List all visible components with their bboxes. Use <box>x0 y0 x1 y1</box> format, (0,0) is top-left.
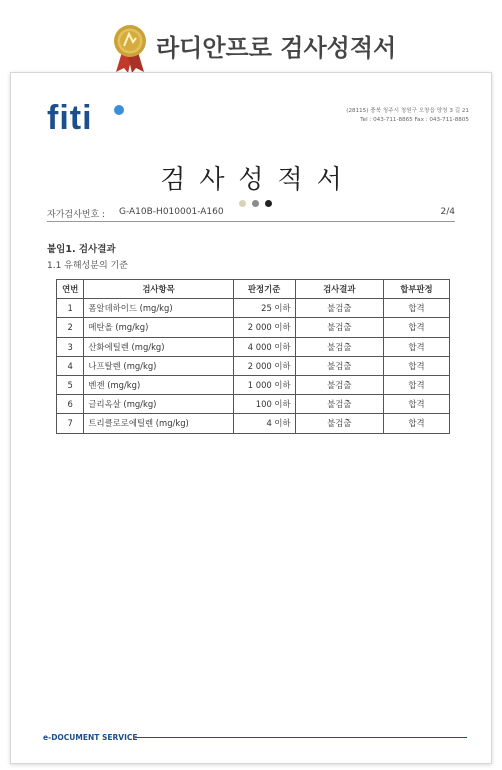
footer-divider <box>135 737 467 738</box>
cell-verdict: 합격 <box>383 395 449 414</box>
cell-no: 2 <box>57 318 84 337</box>
certificate-paper <box>10 72 492 764</box>
cell-criteria: 25 이하 <box>233 299 295 318</box>
cell-item: 트리클로로에틸렌 (mg/kg) <box>84 414 233 433</box>
cell-criteria: 4 이하 <box>233 414 295 433</box>
table-row <box>57 375 450 394</box>
cell-no: 1 <box>57 299 84 318</box>
header-cell-verdict: 합부판정 <box>383 280 449 299</box>
cell-verdict: 합격 <box>383 375 449 394</box>
section-subtitle: 1.1 유해성분의 기준 <box>47 261 128 271</box>
cell-no: 5 <box>57 375 84 394</box>
cell-no: 7 <box>57 414 84 433</box>
table-row <box>57 337 450 356</box>
cell-item: 나프탈렌 (mg/kg) <box>84 356 233 375</box>
results-table <box>56 279 450 434</box>
page-number: 2/4 <box>440 207 455 217</box>
banner <box>0 0 502 72</box>
table-row <box>57 395 450 414</box>
cell-verdict: 합격 <box>383 337 449 356</box>
document-title: 검사성적서 <box>160 165 356 195</box>
cell-result: 불검출 <box>295 299 383 318</box>
cell-criteria: 4 000 이하 <box>233 337 295 356</box>
document-number-label: 자가검사번호 : <box>47 210 106 220</box>
cell-no: 4 <box>57 356 84 375</box>
document-number-row <box>47 207 455 222</box>
header-cell-criteria: 판정기준 <box>233 280 295 299</box>
cell-result: 불검출 <box>295 337 383 356</box>
cell-verdict: 합격 <box>383 299 449 318</box>
dot-icon <box>265 200 272 207</box>
cell-no: 6 <box>57 395 84 414</box>
table-row <box>57 299 450 318</box>
cell-item: 벤젠 (mg/kg) <box>84 375 233 394</box>
table-header-row <box>57 280 450 299</box>
section-title: 붙임1. 검사결과 <box>47 244 116 255</box>
gold-medal-icon <box>112 24 148 74</box>
cell-verdict: 합격 <box>383 318 449 337</box>
contact-line: Tel : 043-711-8865 Fax : 043-711-8805 <box>360 117 469 123</box>
dot-icon <box>252 200 259 207</box>
table-row <box>57 414 450 433</box>
cell-result: 불검출 <box>295 356 383 375</box>
header-cell-no: 연번 <box>57 280 84 299</box>
table-row <box>57 356 450 375</box>
svg-text:fiti: fiti <box>47 99 93 137</box>
cell-criteria: 1 000 이하 <box>233 375 295 394</box>
cell-item: 글리옥살 (mg/kg) <box>84 395 233 414</box>
document-number-value: G-A10B-H010001-A160 <box>119 207 224 217</box>
footer-brand: e-DOCUMENT SERVICE <box>43 733 138 742</box>
cell-result: 불검출 <box>295 414 383 433</box>
banner-title: 라디안프로 검사성적서 <box>156 34 397 62</box>
cell-criteria: 100 이하 <box>233 395 295 414</box>
cell-result: 불검출 <box>295 375 383 394</box>
cell-verdict: 합격 <box>383 414 449 433</box>
dot-icon <box>239 200 246 207</box>
cell-verdict: 합격 <box>383 356 449 375</box>
cell-item: 산화에틸렌 (mg/kg) <box>84 337 233 356</box>
cell-result: 불검출 <box>295 318 383 337</box>
cell-item: 폼알데하이드 (mg/kg) <box>84 299 233 318</box>
cell-criteria: 2 000 이하 <box>233 356 295 375</box>
table-row <box>57 318 450 337</box>
cell-criteria: 2 000 이하 <box>233 318 295 337</box>
cell-result: 불검출 <box>295 395 383 414</box>
header-cell-item: 검사항목 <box>84 280 233 299</box>
address-line: (28115) 충북 청주시 청원구 오창읍 양청 3 길 21 <box>346 108 469 114</box>
cell-no: 3 <box>57 337 84 356</box>
header-cell-result: 검사결과 <box>295 280 383 299</box>
cell-item: 메탄올 (mg/kg) <box>84 318 233 337</box>
fiti-logo <box>47 97 127 137</box>
address-block <box>346 107 469 125</box>
